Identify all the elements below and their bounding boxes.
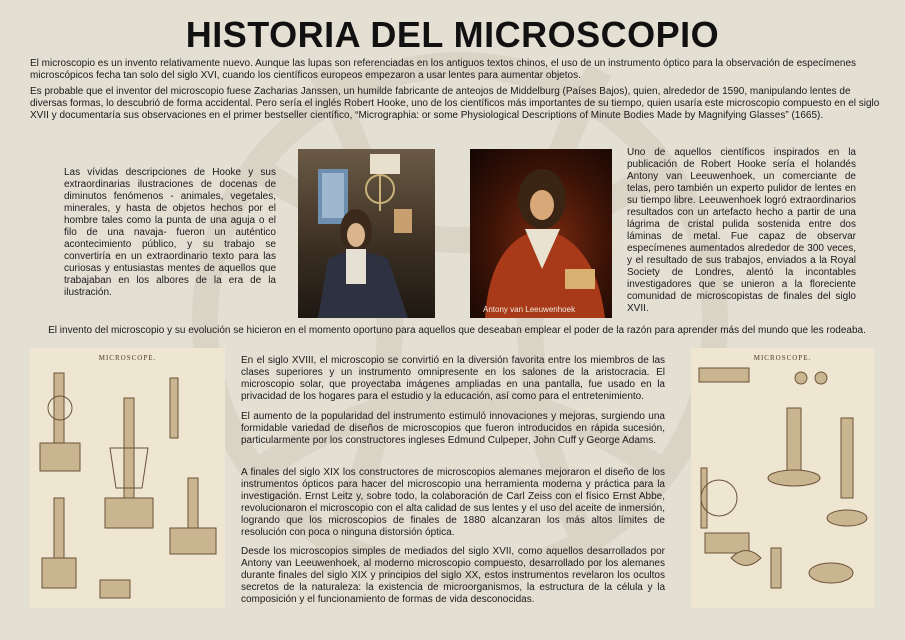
photo-caption: Antony van Leeuwenhoek: [483, 305, 576, 314]
hooke-description-paragraph: Las vívidas descripciones de Hooke y sus extraordinarias ilustraciones de docenas de diminutos fenómenos - animales, vegetales, minerales, y hasta de objetos hechos por el hombre tales como la punta de una aguja o el filo de una navaja- fueron un auténtico acontecimiento público, y su trabajo se convertiría en un extraordinario texto para las curiosas y entusiastas mentes de aquellos que trabajaban en los albores de la era de la ilustración.: [64, 167, 276, 298]
plate-title-left: MICROSCOPE.: [98, 354, 157, 362]
page-title: HISTORIA DEL MICROSCOPIO: [185, 14, 720, 55]
german-makers-paragraph: A finales del siglo XIX los constructores de microscopios alemanes mejoraron el diseño de los instrumentos ópticos para hacer del microscopio una herramienta moderna y práctica para la investigación. Ernst Leitz y, sobre todo, la colaboración de Carl Zeiss con el físico Ernst Abbe, revolucionaron el microscopio con el alta calidad de sus lentes y el uso del aceite de inmersión, logrando que los microscopios de finales de 1880 alcanzaran los más altos límites de resolución con poca o ninguna distorsión óptica.: [241, 467, 665, 538]
popularity-paragraph: El aumento de la popularidad del instrumento estimuló innovaciones y mejoras, surgiendo una formidable variedad de diseños de microscopios que fueron introducidos en rápida sucesión, particularmente por los constructores ingleses Edmund Culpeper, John Cuff y George Adams.: [241, 411, 665, 446]
intro-paragraph-1: El microscopio es un invento relativamente nuevo. Aunque las lupas son referenciadas en los antiguos textos chinos, el uso de un instrumento óptico para la observación de especímenes microscópicos fecha tan solo del siglo XVI, cuando los científicos europeos empezaron a usar lentes para aumentar objetos.: [30, 58, 857, 81]
microscope-engraving-plate-right: [691, 348, 874, 608]
intro-paragraph-2: Es probable que el inventor del microscopio fuese Zacharias Janssen, un humilde fabricante de anteojos de Middelburg (Países Bajos), quien, alrededor de 1590, manipulando lentes de diversas formas, lo descubrió de forma accidental. Pero sería el inglés Robert Hooke, uno de los científicos más importantes de su tiempo, quien usaría este microscopio compuesto en el siglo XVII y documentaría sus observaciones en el primer bestseller científico, “Micrographia: or some Physiological Descriptions of Minute Bodies Made by Magnifying Glasses” (1665).: [30, 86, 880, 121]
leeuwenhoek-description-paragraph: Uno de aquellos científicos inspirados en la publicación de Robert Hooke sería el holandés Antony van Leeuwenhoek, un comerciante de telas, pero también un experto pulidor de lentes en su tiempo libre. Leeuwenhoek logró extraordinarios resultados con un artefacto hecho a partir de una lágrima de cristal pulida sostenida entre dos láminas de metal. Fue capaz de observar especímenes aumentados alrededor de 300 veces, y el resultado de sus trabajos, enviados a la Royal Society de Londres, alentó la incontables investigadores que se unieron a la floreciente comunidad de microscopistas de finales del siglo XVII.: [627, 147, 856, 314]
robert-hooke-portrait: [298, 149, 435, 318]
conclusion-paragraph: Desde los microscopios simples de mediados del siglo XVII, como aquellos desarrollados por Antony van Leeuwenhoek, al moderno microscopio compuesto, desarrollado por los alemanes durante finales del siglo XIX y principios del siglo XX, estos instrumentos revelaron los ocultos secretos de la naturaleza: la existencia de microorganismos, la estructura de la célula y la composición y el funcionamiento de formas de vida desconocidas.: [241, 546, 665, 605]
plate-title-right: MICROSCOPE.: [753, 354, 812, 362]
transition-sentence: El invento del microscopio y su evolución se hicieron en el momento oportuno para aquellos que deseaban emplear el poder de la razón para aprender más del mundo que les rodeaba.: [48, 325, 866, 336]
leeuwenhoek-portrait: [470, 149, 612, 318]
eighteenth-century-paragraph: En el siglo XVIII, el microscopio se convirtió en la diversión favorita entre los miembros de las clases superiores y un instrumento omnipresente en los salones de la aristocracia. El microscopio solar, que proyectaba imágenes ampliadas en una pantalla, fue usado en la privacidad de los hogares para el estudio y la educación, así como para el entretenimiento.: [241, 355, 665, 402]
microscope-engraving-plate-left: [30, 348, 225, 608]
